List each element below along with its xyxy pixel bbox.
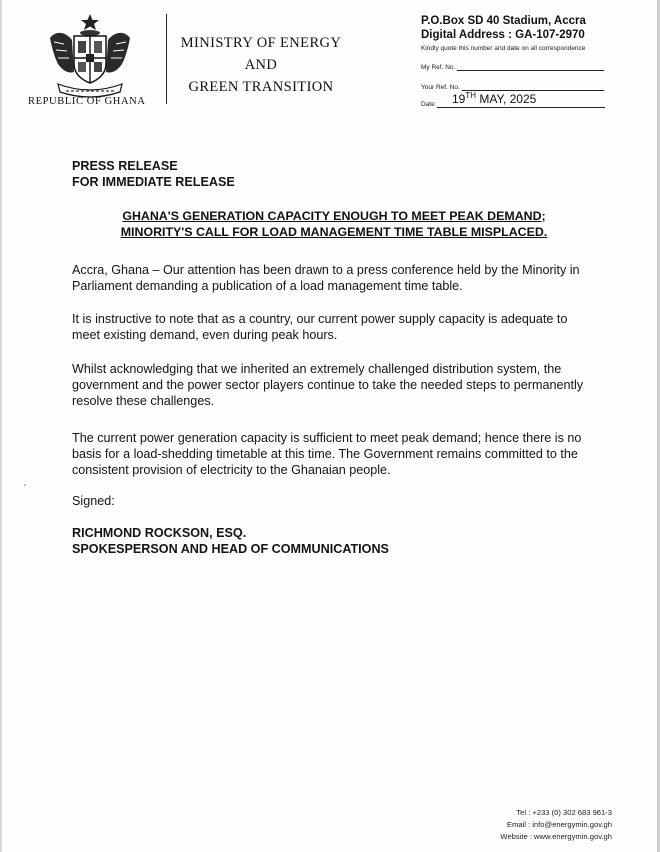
- ghana-coat-of-arms-icon: [40, 12, 140, 98]
- republic-label: REPUBLIC OF GHANA: [28, 96, 146, 107]
- headline-line-1: GHANA'S GENERATION CAPACITY ENOUGH TO MEET PEAK DEMAND;: [122, 209, 546, 223]
- address-block: [421, 14, 586, 42]
- scan-speck: [24, 484, 26, 486]
- ministry-line-3: GREEN TRANSITION: [188, 79, 334, 95]
- my-ref-label: My Ref. No.: [421, 64, 456, 71]
- your-ref-row: [421, 84, 604, 91]
- ministry-line-2: AND: [244, 57, 278, 73]
- press-release-label: PRESS RELEASE: [72, 159, 178, 173]
- signatory-title: SPOKESPERSON AND HEAD OF COMMUNICATIONS: [72, 542, 389, 556]
- date-line: [437, 106, 605, 108]
- footer-email: Email : info@energymin.gov.gh: [506, 820, 612, 829]
- ministry-name: [172, 32, 350, 98]
- headline-line-2: MINORITY'S CALL FOR LOAD MANAGEMENT TIME TABLE MISPLACED.: [120, 225, 548, 239]
- footer-website: Website : www.energymin.gov.gh: [500, 832, 612, 841]
- my-ref-row: [421, 64, 604, 71]
- digital-address: Digital Address : GA-107-2970: [421, 29, 585, 41]
- date-suffix: TH: [465, 91, 477, 100]
- my-ref-line: [457, 69, 604, 71]
- letterhead-divider: [166, 14, 167, 104]
- postal-address: P.O.Box SD 40 Stadium, Accra: [421, 15, 586, 27]
- date-label: Date: [421, 101, 435, 108]
- signed-label: Signed:: [72, 494, 115, 508]
- date-month-year: MAY, 2025: [479, 92, 537, 106]
- signatory-name: RICHMOND ROCKSON, ESQ.: [72, 526, 247, 540]
- footer-tel: Tel : +233 (0) 302 683 961-3: [516, 808, 612, 817]
- page-edge-left: [0, 0, 2, 852]
- ministry-line-1: MINISTRY OF ENERGY: [180, 35, 342, 51]
- paragraph-2: It is instructive to note that as a country, our current power supply capacity is adequate to meet existing demand, even during peak hours.: [72, 312, 568, 342]
- paragraph-3: Whilst acknowledging that we inherited an extremely challenged distribution system, the government and the power sector players continue to take the needed steps to permanently resolve these challenges.: [72, 362, 584, 408]
- quote-note: Kindly quote this number and date on all correspondence: [421, 45, 586, 52]
- footer-contacts: [500, 807, 612, 843]
- date-day: 19: [452, 92, 466, 106]
- date-value: [452, 91, 536, 106]
- paragraph-1: Accra, Ghana – Our attention has been drawn to a press conference held by the Minority in Parliament demanding a publication of a load management time table.: [72, 263, 580, 293]
- immediate-release-label: FOR IMMEDIATE RELEASE: [72, 175, 235, 189]
- your-ref-label: Your Ref. No.: [421, 84, 460, 91]
- paragraph-4: The current power generation capacity is sufficient to meet peak demand; hence there is no basis for a load-shedding timetable at this time. The Government remains committed to the consistent provision of electricity to the Ghanaian people.: [72, 431, 582, 477]
